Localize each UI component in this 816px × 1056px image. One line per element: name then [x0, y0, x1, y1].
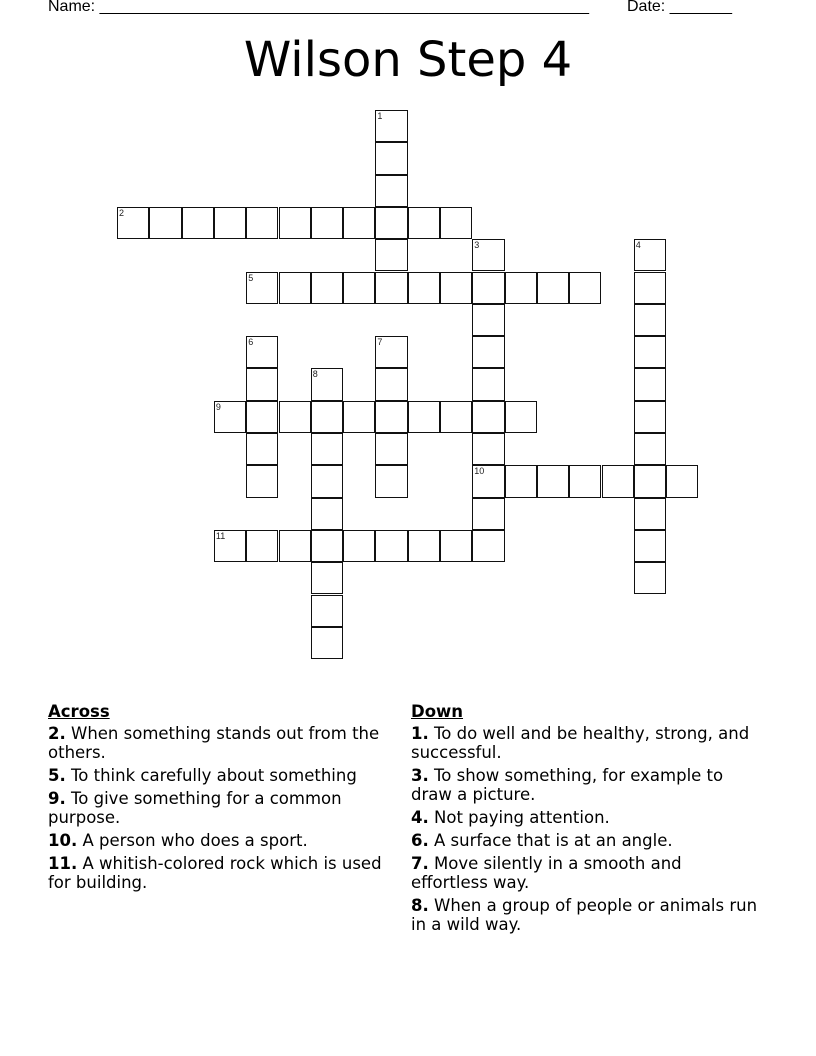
grid-cell[interactable] [246, 401, 278, 433]
grid-cell[interactable] [311, 207, 343, 239]
clue-text: To show something, for example to draw a picture. [411, 766, 724, 804]
grid-cell[interactable] [311, 465, 343, 497]
clue-text: When a group of people or animals run in a wild way. [411, 896, 758, 934]
grid-cell[interactable] [311, 401, 343, 433]
grid-cell[interactable] [246, 465, 278, 497]
clue-down-7 [411, 854, 761, 892]
grid-cell[interactable] [472, 368, 504, 400]
across-heading: Across [48, 702, 110, 721]
grid-cell[interactable] [472, 239, 504, 271]
clue-across-2 [48, 724, 393, 762]
grid-cell[interactable] [311, 562, 343, 594]
grid-cell[interactable] [375, 175, 407, 207]
grid-cell[interactable] [375, 142, 407, 174]
clue-number: 4. [411, 808, 429, 827]
grid-cell[interactable] [634, 465, 666, 497]
grid-cell[interactable] [472, 433, 504, 465]
clue-text: A person who does a sport. [82, 831, 308, 850]
clue-down-6 [411, 831, 761, 850]
grid-cell[interactable] [408, 272, 440, 304]
grid-cell[interactable] [440, 401, 472, 433]
grid-cell[interactable] [408, 207, 440, 239]
clue-text: Move silently in a smooth and effortless way. [411, 854, 682, 892]
grid-cell[interactable] [375, 433, 407, 465]
clue-down-3 [411, 766, 761, 804]
grid-cell[interactable] [343, 207, 375, 239]
grid-cell[interactable] [602, 465, 634, 497]
cell-number: 8 [312, 369, 318, 380]
clue-number: 9. [48, 789, 66, 808]
grid-cell[interactable] [634, 272, 666, 304]
grid-cell[interactable] [634, 562, 666, 594]
grid-cell[interactable] [472, 401, 504, 433]
clue-number: 10. [48, 831, 78, 850]
grid-cell[interactable] [634, 433, 666, 465]
grid-cell[interactable] [634, 530, 666, 562]
grid-cell[interactable] [375, 272, 407, 304]
clue-number: 11. [48, 854, 78, 873]
grid-cell[interactable] [375, 401, 407, 433]
clue-number: 5. [48, 766, 66, 785]
cell-number: 9 [215, 401, 221, 412]
grid-cell[interactable] [311, 433, 343, 465]
grid-cell[interactable] [634, 401, 666, 433]
grid-cell[interactable] [375, 530, 407, 562]
grid-cell[interactable] [279, 530, 311, 562]
grid-cell[interactable] [214, 207, 246, 239]
cell-number: 11 [215, 530, 226, 541]
grid-cell[interactable] [634, 239, 666, 271]
clue-number: 1. [411, 724, 429, 743]
clue-text: To think carefully about something [71, 766, 357, 785]
grid-cell[interactable] [182, 207, 214, 239]
grid-cell[interactable] [246, 530, 278, 562]
clue-number: 2. [48, 724, 66, 743]
clue-text: A surface that is at an angle. [434, 831, 673, 850]
clue-number: 6. [411, 831, 429, 850]
grid-cell[interactable] [279, 207, 311, 239]
cell-number: 3 [474, 240, 480, 251]
clue-text: Not paying attention. [434, 808, 610, 827]
grid-cell[interactable] [440, 530, 472, 562]
cell-number: 7 [377, 337, 383, 348]
grid-cell[interactable] [375, 110, 407, 142]
grid-cell[interactable] [537, 272, 569, 304]
clue-text: To give something for a common purpose. [48, 789, 342, 827]
grid-cell[interactable] [246, 207, 278, 239]
grid-cell[interactable] [472, 272, 504, 304]
grid-cell[interactable] [375, 368, 407, 400]
clue-across-9 [48, 789, 393, 827]
grid-cell[interactable] [472, 530, 504, 562]
grid-cell[interactable] [440, 272, 472, 304]
grid-cell[interactable] [343, 272, 375, 304]
grid-cell[interactable] [343, 530, 375, 562]
grid-cell[interactable] [279, 272, 311, 304]
clue-down-1 [411, 724, 761, 762]
down-clues [411, 702, 761, 938]
grid-cell[interactable] [569, 465, 601, 497]
grid-cell[interactable] [117, 207, 149, 239]
grid-cell[interactable] [666, 465, 698, 497]
name-field[interactable]: Name: _______________________________________________________ [48, 0, 589, 15]
grid-cell[interactable] [311, 498, 343, 530]
grid-cell[interactable] [343, 401, 375, 433]
grid-cell[interactable] [246, 368, 278, 400]
crossword-grid [117, 110, 717, 640]
cell-number: 1 [377, 111, 383, 121]
grid-cell[interactable] [311, 627, 343, 659]
clue-across-10 [48, 831, 393, 850]
grid-cell[interactable] [505, 401, 537, 433]
grid-cell[interactable] [634, 336, 666, 368]
across-clues [48, 702, 393, 896]
grid-cell[interactable] [472, 465, 504, 497]
clue-number: 3. [411, 766, 429, 785]
grid-cell[interactable] [375, 207, 407, 239]
cell-number: 2 [119, 207, 125, 218]
grid-cell[interactable] [311, 595, 343, 627]
grid-cell[interactable] [375, 336, 407, 368]
grid-cell[interactable] [246, 336, 278, 368]
grid-cell[interactable] [472, 498, 504, 530]
clue-down-8 [411, 896, 761, 934]
clue-text: A whitish-colored rock which is used for building. [48, 854, 382, 892]
grid-cell[interactable] [375, 465, 407, 497]
grid-cell[interactable] [634, 304, 666, 336]
grid-cell[interactable] [569, 272, 601, 304]
clue-down-4 [411, 808, 761, 827]
grid-cell[interactable] [246, 433, 278, 465]
clue-number: 7. [411, 854, 429, 873]
grid-cell[interactable] [505, 465, 537, 497]
grid-cell[interactable] [214, 530, 246, 562]
grid-cell[interactable] [279, 401, 311, 433]
cell-number: 10 [474, 466, 485, 477]
grid-cell[interactable] [311, 368, 343, 400]
cell-number: 4 [635, 240, 641, 251]
grid-cell[interactable] [634, 368, 666, 400]
grid-cell[interactable] [440, 207, 472, 239]
clue-number: 8. [411, 896, 429, 915]
clue-text: When something stands out from the others. [48, 724, 380, 762]
cell-number: 6 [248, 337, 254, 348]
grid-cell[interactable] [375, 239, 407, 271]
grid-cell[interactable] [311, 530, 343, 562]
grid-cell[interactable] [505, 272, 537, 304]
grid-cell[interactable] [472, 304, 504, 336]
grid-cell[interactable] [214, 401, 246, 433]
grid-cell[interactable] [408, 530, 440, 562]
grid-cell[interactable] [634, 498, 666, 530]
grid-cell[interactable] [311, 272, 343, 304]
clue-across-11 [48, 854, 393, 892]
cell-number: 5 [248, 272, 254, 283]
grid-cell[interactable] [246, 272, 278, 304]
grid-cell[interactable] [149, 207, 181, 239]
grid-cell[interactable] [537, 465, 569, 497]
clue-across-5 [48, 766, 393, 785]
clue-text: To do well and be healthy, strong, and successful. [411, 724, 750, 762]
date-field[interactable]: Date: _______ [627, 0, 732, 15]
page-title: Wilson Step 4 [243, 32, 573, 88]
down-heading: Down [411, 702, 464, 721]
grid-cell[interactable] [408, 401, 440, 433]
grid-cell[interactable] [472, 336, 504, 368]
